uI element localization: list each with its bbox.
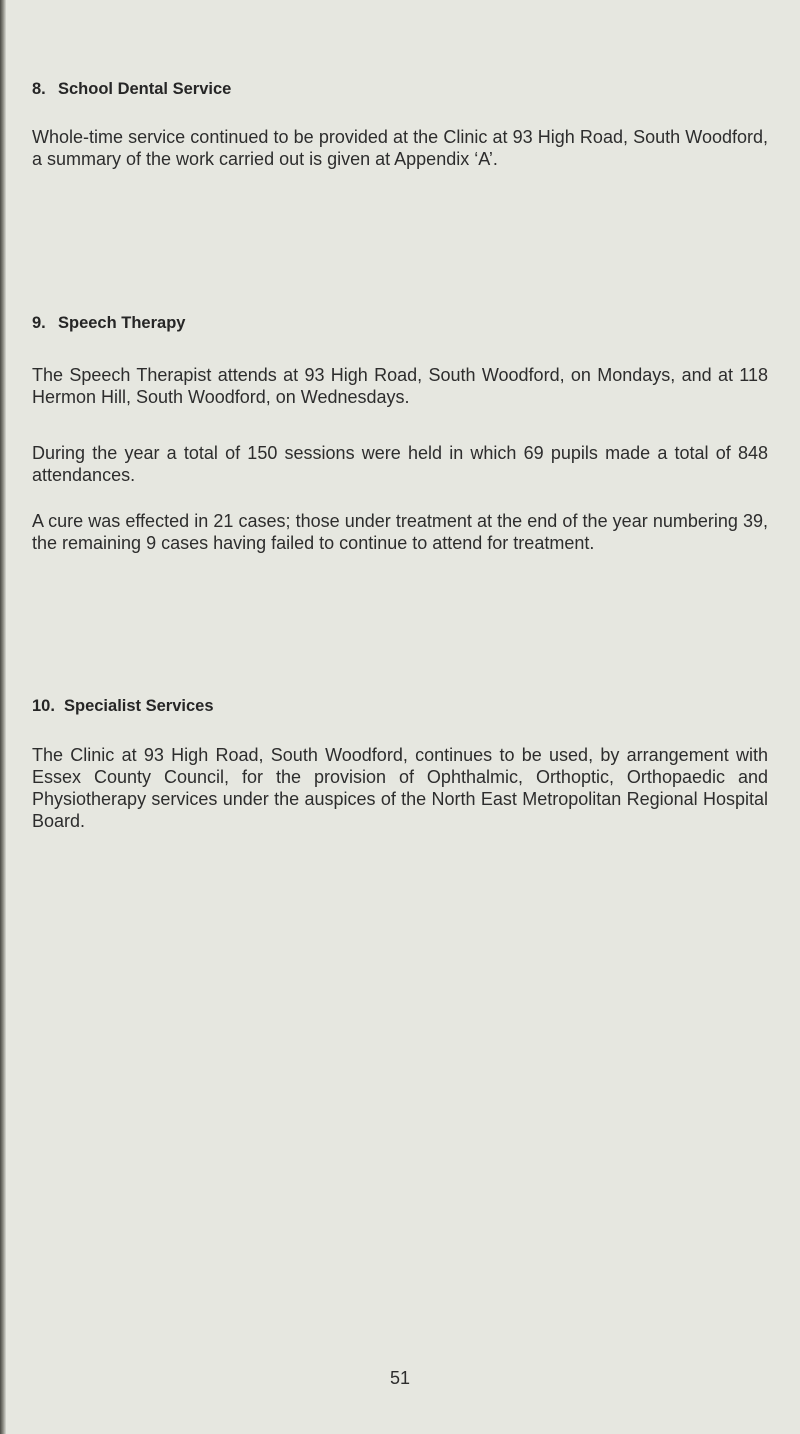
paragraph-speech-cures: A cure was effected in 21 cases; those under treatment at the end of the year numbering 39, the remaining 9 cases having failed to continue to attend for treatment. [32, 511, 768, 553]
section-heading-specialist-services [32, 697, 214, 716]
section-heading-school-dental-service [32, 80, 231, 99]
section-heading-speech-therapy [32, 314, 185, 333]
section-number: 10. [32, 697, 55, 715]
page-number: 51 [389, 1368, 411, 1388]
section-title: School Dental Service [58, 80, 232, 98]
section-number: 9. [32, 314, 46, 332]
paragraph-speech-sessions: During the year a total of 150 sessions were held in which 69 pupils made a total of 848 attendances. [32, 443, 768, 485]
paragraph-specialist-services: The Clinic at 93 High Road, South Woodford, continues to be used, by arrangement with Essex County Council, for the provision of Ophthalmic, Orthoptic, Orthopaedic and Physiotherapy services under the auspices of the North East Metropolitan Regional Hospital Board. [32, 745, 768, 831]
section-title: Speech Therapy [58, 314, 186, 332]
paragraph-speech-therapist-attendance: The Speech Therapist attends at 93 High Road, South Woodford, on Mondays, and at 118 Hermon Hill, South Woodford, on Wednesdays. [32, 365, 768, 407]
section-number: 8. [32, 80, 46, 98]
section-title: Specialist Services [64, 697, 214, 715]
paragraph-dental-service: Whole-time service continued to be provided at the Clinic at 93 High Road, South Woodford, a summary of the work carried out is given at Appendix ‘A’. [32, 127, 768, 169]
